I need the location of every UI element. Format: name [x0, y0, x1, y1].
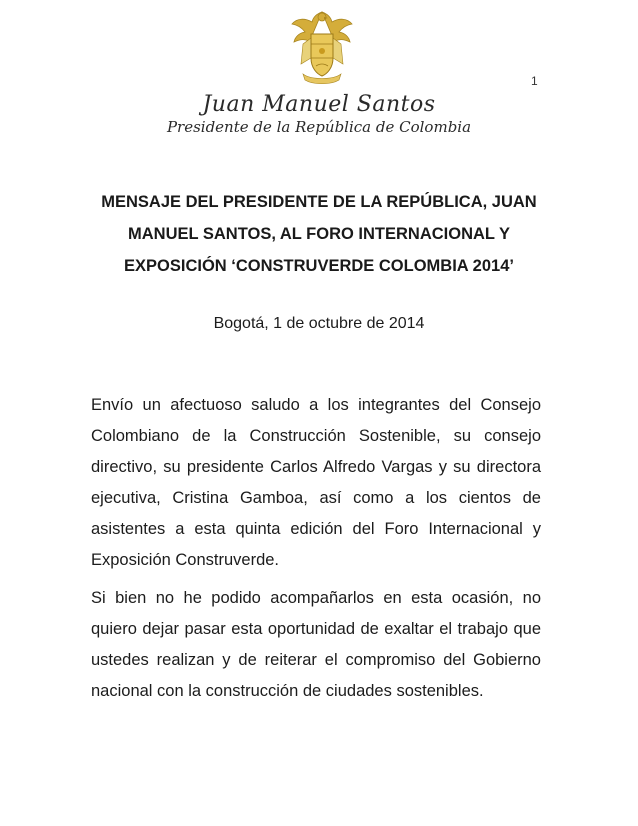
page-number: 1: [531, 74, 538, 88]
signature-title: Presidente de la República de Colombia: [166, 118, 472, 136]
title-line-2: MANUEL SANTOS, AL FORO INTERNACIONAL Y: [128, 225, 510, 243]
title-line-1: MENSAJE DEL PRESIDENTE DE LA REPÚBLICA, JUAN: [101, 193, 537, 211]
body-paragraph-2: Si bien no he podido acompañarlos en esta ocasión, no quiero dejar pasar esta oportunidad de exaltar el trabajo que ustedes realizan y de reiterar el compromiso del Gobierno nacional con la construcción de ciudades sostenibles.: [91, 589, 541, 700]
title-line-3: EXPOSICIÓN ‘CONSTRUVERDE COLOMBIA 2014’: [124, 257, 514, 275]
dateline: Bogotá, 1 de octubre de 2014: [213, 315, 425, 332]
signature-name: Juan Manuel Santos: [202, 92, 436, 117]
document-title: [80, 186, 558, 282]
body-paragraph-1: Envío un afectuoso saludo a los integrantes del Consejo Colombiano de la Construcción Sostenible, su consejo directivo, su presidente Carlos Alfredo Vargas y su directora ejecutiva, Cristina Gamboa, así como a los cientos de asistentes a esta quinta edición del Foro Internacional y Exposición Construverde.: [91, 396, 541, 569]
coat-of-arms-icon: [289, 8, 355, 88]
